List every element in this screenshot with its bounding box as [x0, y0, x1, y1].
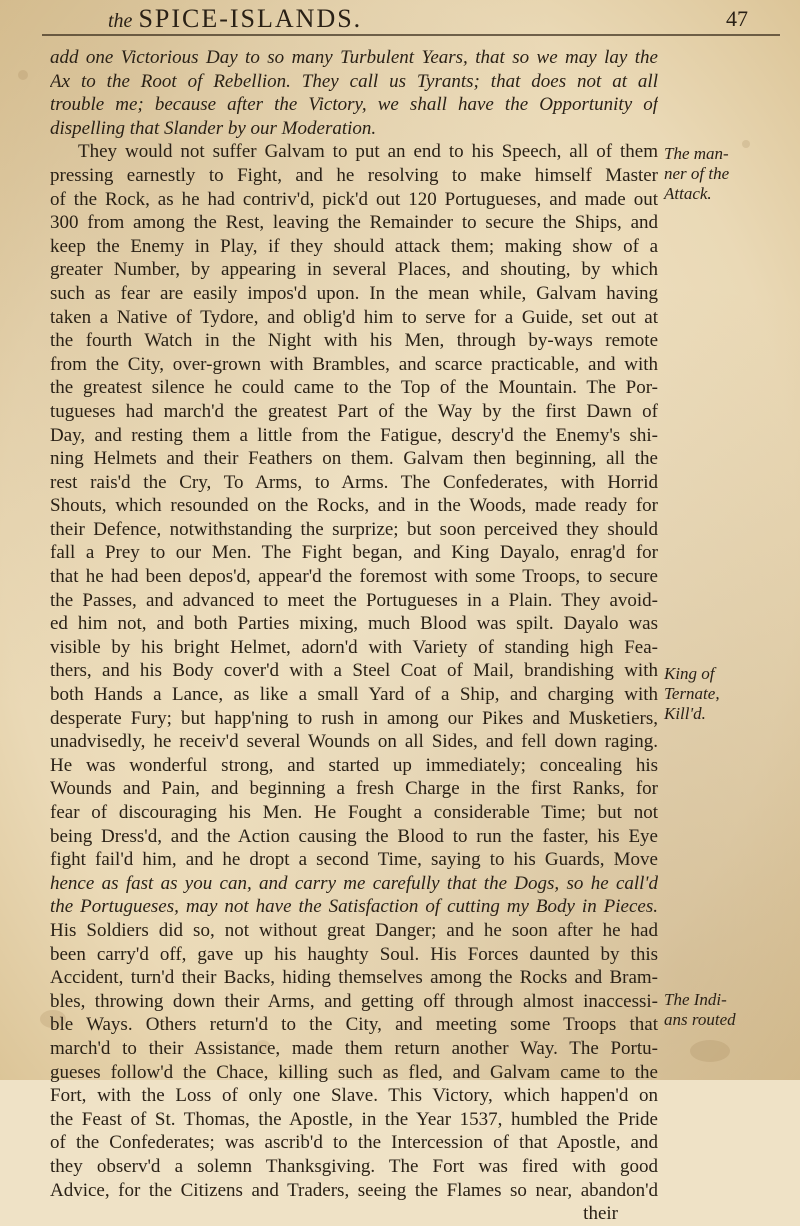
- text-line: His Soldiers did so, not without great Danger; and he soon after he had: [50, 919, 658, 941]
- text-line: the Feast of St. Thomas, the Apostle, in the Year 1537, humbled the Pride: [50, 1108, 658, 1130]
- margin-note: [664, 990, 736, 1030]
- text-line: ning Helmets and their Feathers on them. Galvam then beginning, all the: [50, 448, 658, 470]
- text-line: ed him not, and both Parties mixing, much Blood was spilt. Dayalo was: [50, 613, 658, 635]
- text-line: ble Ways. Others return'd to the City, and meeting some Troops that: [50, 1014, 658, 1036]
- text-line: bles, throwing down their Arms, and getting off through almost inaccessi-: [50, 990, 658, 1012]
- text-line: gueses follow'd the Chace, killing such as fled, and Galvam came to the: [50, 1061, 658, 1083]
- text-line: Accident, turn'd their Backs, hiding themselves among the Rocks and Bram-: [50, 967, 658, 989]
- text-line: They would not suffer Galvam to put an end to his Speech, all of them: [78, 141, 658, 163]
- text-line: being Dress'd, and the Action causing the Blood to run the faster, his Eye: [50, 825, 658, 847]
- text-line: the Passes, and advanced to meet the Portugueses in a Plain. They avoid-: [50, 589, 658, 611]
- text-line: fall a Prey to our Men. The Fight began, and King Dayalo, enrag'd for: [50, 542, 658, 564]
- running-head: [108, 4, 362, 34]
- body-text: [50, 46, 658, 1226]
- text-line: rest rais'd the Cry, To Arms, to Arms. The Confederates, with Horrid: [50, 471, 658, 493]
- text-line: keep the Enemy in Play, if they should attack them; making show of a: [50, 235, 658, 257]
- text-line: such as fear are easily impos'd upon. In the mean while, Galvam having: [50, 282, 658, 304]
- text-line: Advice, for the Citizens and Traders, seeing the Flames so near, abandon'd: [50, 1179, 658, 1201]
- text-line: the Portugueses, may not have the Satisfaction of cutting my Body in Pieces.: [50, 896, 658, 918]
- text-line: Shouts, which resounded on the Rocks, and in the Woods, made ready for: [50, 495, 658, 517]
- text-line: that he had been depos'd, appear'd the foremost with some Troops, to secure: [50, 566, 658, 588]
- text-line: pressing earnestly to Fight, and he resolving to make himself Master: [50, 164, 658, 186]
- margin-note-line: The man-: [664, 144, 729, 163]
- text-line: from the City, over-grown with Brambles, and scarce practicable, and with: [50, 353, 658, 375]
- running-head-title: SPICE-ISLANDS.: [138, 4, 363, 33]
- text-line: of the Confederates; was ascrib'd to the Intercession of that Apostle, and: [50, 1132, 658, 1154]
- text-line: unadvisedly, he receiv'd several Wounds on all Sides, and fell down raging.: [50, 731, 658, 753]
- margin-note-line: The Indi-: [664, 990, 727, 1009]
- foxing-spot: [690, 1040, 730, 1062]
- text-line: Day, and resting them a little from the Fatigue, descry'd the Enemy's shi-: [50, 424, 658, 446]
- text-line: fear of discouraging his Men. He Fought a considerable Time; but not: [50, 802, 658, 823]
- text-line: of the Rock, as he had contriv'd, pick'd out 120 Portugueses, and made out: [50, 188, 658, 210]
- text-line: hence as fast as you can, and carry me carefully that the Dogs, so he call'd: [50, 872, 658, 894]
- margin-note-line: Attack.: [664, 184, 712, 203]
- page-header: [0, 0, 800, 46]
- text-line: add one Victorious Day to so many Turbulent Years, that so we may lay the: [50, 47, 658, 68]
- text-line: fight fail'd him, and he dropt a second Time, saying to his Guards, Move: [50, 849, 658, 871]
- text-line: tugueses had march'd the greatest Part of the Way by the first Dawn of: [50, 400, 658, 422]
- text-line: desperate Fury; but happ'ning to rush in among our Pikes and Musketiers,: [50, 707, 658, 729]
- text-line: visible by his bright Helmet, adorn'd with Variety of standing high Fea-: [50, 636, 658, 658]
- text-line: Ax to the Root of Rebellion. They call us Tyrants; that does not at all: [50, 70, 658, 92]
- text-line: Fort, with the Loss of only one Slave. This Victory, which happen'd on: [50, 1085, 658, 1107]
- text-line: greater Number, by appearing in several Places, and shouting, by which: [50, 259, 658, 281]
- margin-note-line: ans routed: [664, 1010, 736, 1029]
- page-number: 47: [726, 6, 748, 31]
- text-line: march'd to their Assistance, made them return another Way. The Portu-: [50, 1037, 658, 1059]
- foxing-spot: [742, 140, 750, 148]
- margin-note-line: ner of the: [664, 164, 730, 183]
- text-line: thers, and his Body cover'd with a Steel Coat of Mail, brandishing with: [50, 660, 658, 682]
- margin-note-line: King of: [664, 664, 715, 683]
- text-line: they observ'd a solemn Thanksgiving. The Fort was fired with good: [50, 1155, 658, 1177]
- catchword: their: [583, 1203, 618, 1225]
- text-line: their Defence, notwithstanding the surprize; but soon perceived they should: [50, 518, 658, 540]
- text-line: dispelling that Slander by our Moderation.: [50, 117, 377, 139]
- text-line: been carry'd off, gave up his haughty Soul. His Forces daunted by this: [50, 943, 658, 965]
- text-line: taken a Native of Tydore, and oblig'd him to serve for a Guide, set out at: [50, 306, 658, 328]
- margin-note: [664, 144, 729, 204]
- foxing-spot: [18, 70, 28, 80]
- margin-note-line: Ternate,: [664, 684, 720, 703]
- running-head-article: the: [108, 10, 133, 32]
- text-line: trouble me; because after the Victory, we shall have the Opportunity of: [50, 94, 658, 116]
- text-line: He was wonderful strong, and started up immediately; concealing his: [50, 754, 658, 776]
- margin-note: [664, 664, 720, 724]
- margin-note-line: Kill'd.: [664, 704, 706, 723]
- text-line: Wounds and Pain, and beginning a fresh Charge in the first Ranks, for: [50, 778, 658, 800]
- text-line: the greatest silence he could came to the Top of the Mountain. The Por-: [50, 377, 658, 399]
- text-line: 300 from among the Rest, leaving the Remainder to secure the Ships, and: [50, 212, 658, 234]
- header-rule: [42, 34, 780, 36]
- text-line: the fourth Watch in the Night with his Men, through by-ways remote: [50, 330, 658, 352]
- text-line: both Hands a Lance, as like a small Yard of a Ship, and charging with: [50, 684, 658, 706]
